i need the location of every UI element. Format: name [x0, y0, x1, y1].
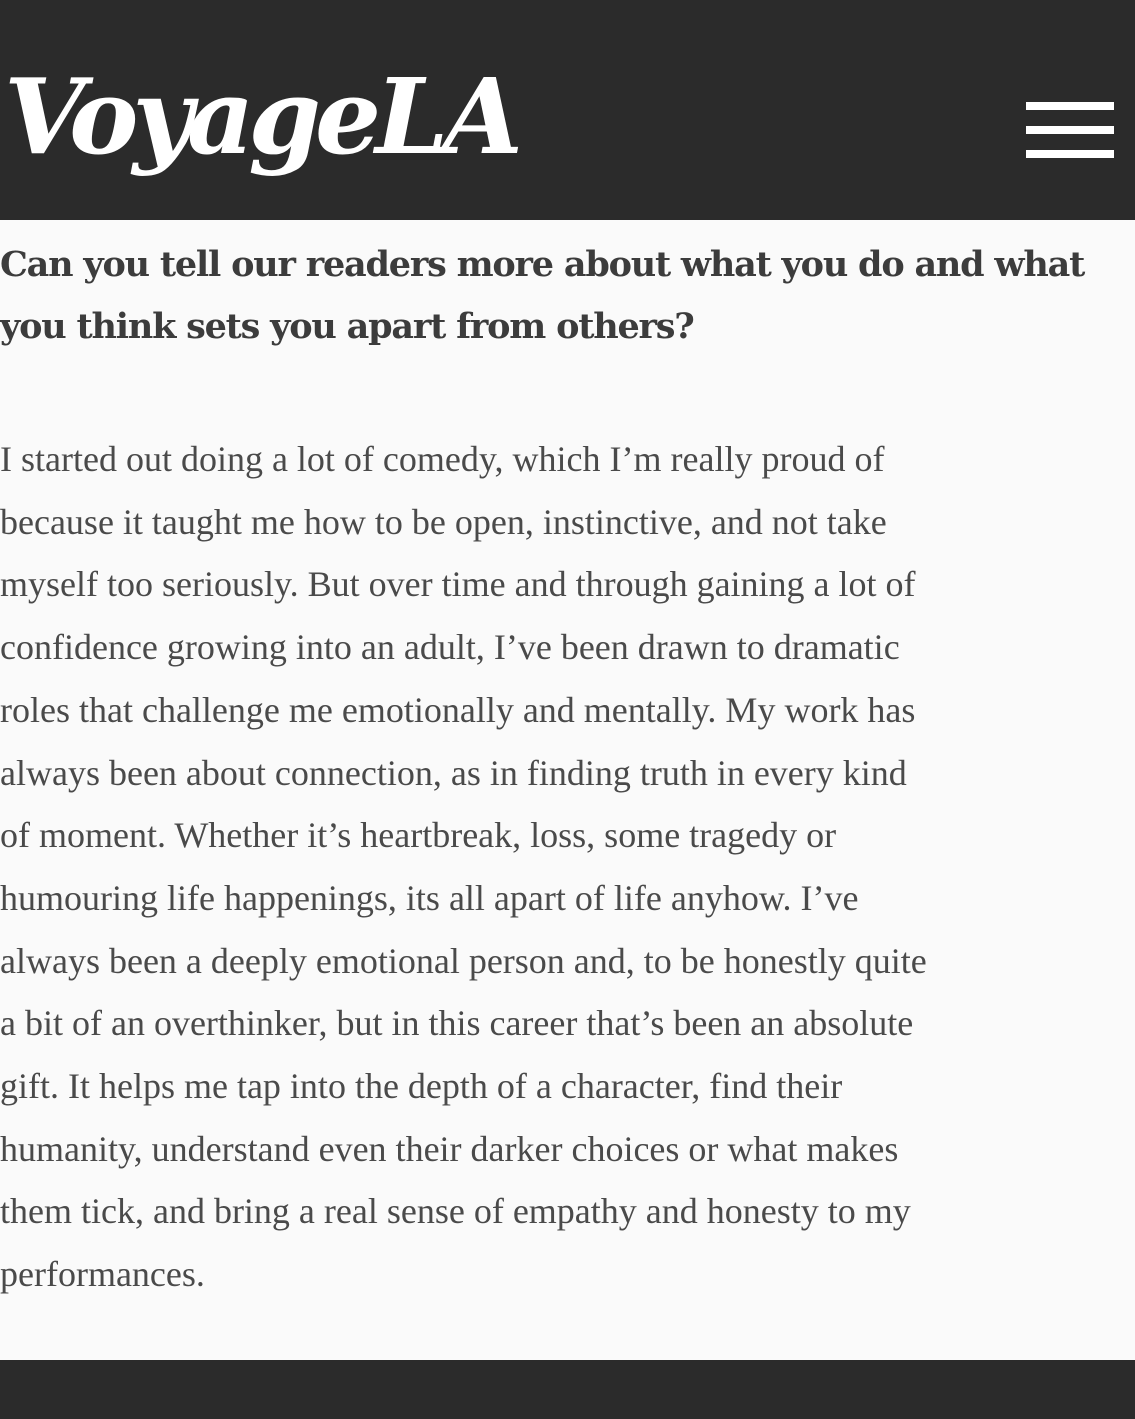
- menu-bar-top: [1026, 102, 1114, 110]
- answer-line: roles that challenge me emotionally and mentally. My work has: [0, 689, 916, 730]
- answer-line: performances.: [0, 1254, 205, 1295]
- site-logo[interactable]: VoyageLA: [4, 55, 518, 178]
- interview-question: [0, 234, 1125, 358]
- question-line: Can you tell our readers more about what you do and what: [0, 244, 1085, 285]
- answer-line: humouring life happenings, its all apart of life anyhow. I’ve: [0, 877, 859, 918]
- answer-line: of moment. Whether it’s heartbreak, loss, some tragedy or: [0, 815, 837, 856]
- question-line: you think sets you apart from others?: [0, 306, 694, 347]
- answer-line: them tick, and bring a real sense of empathy and honesty to my: [0, 1191, 911, 1232]
- site-footer: [0, 1360, 1135, 1419]
- answer-line: myself too seriously. But over time and through gaining a lot of: [0, 564, 916, 605]
- menu-bar-middle: [1026, 126, 1114, 134]
- article-content: [0, 220, 1135, 1360]
- hamburger-menu-icon[interactable]: [1022, 98, 1118, 162]
- answer-line: because it taught me how to be open, instinctive, and not take: [0, 501, 887, 542]
- answer-line: gift. It helps me tap into the depth of a character, find their: [0, 1066, 843, 1107]
- answer-line: always been about connection, as in finding truth in every kind: [0, 752, 907, 793]
- interview-answer: [0, 428, 1130, 1306]
- menu-bar-bottom: [1026, 150, 1114, 158]
- site-header: [0, 0, 1135, 220]
- answer-line: always been a deeply emotional person and, to be honestly quite: [0, 940, 927, 981]
- answer-line: confidence growing into an adult, I’ve been drawn to dramatic: [0, 627, 900, 668]
- answer-line: a bit of an overthinker, but in this career that’s been an absolute: [0, 1003, 914, 1044]
- answer-line: I started out doing a lot of comedy, which I’m really proud of: [0, 439, 885, 479]
- answer-line: humanity, understand even their darker choices or what makes: [0, 1128, 899, 1169]
